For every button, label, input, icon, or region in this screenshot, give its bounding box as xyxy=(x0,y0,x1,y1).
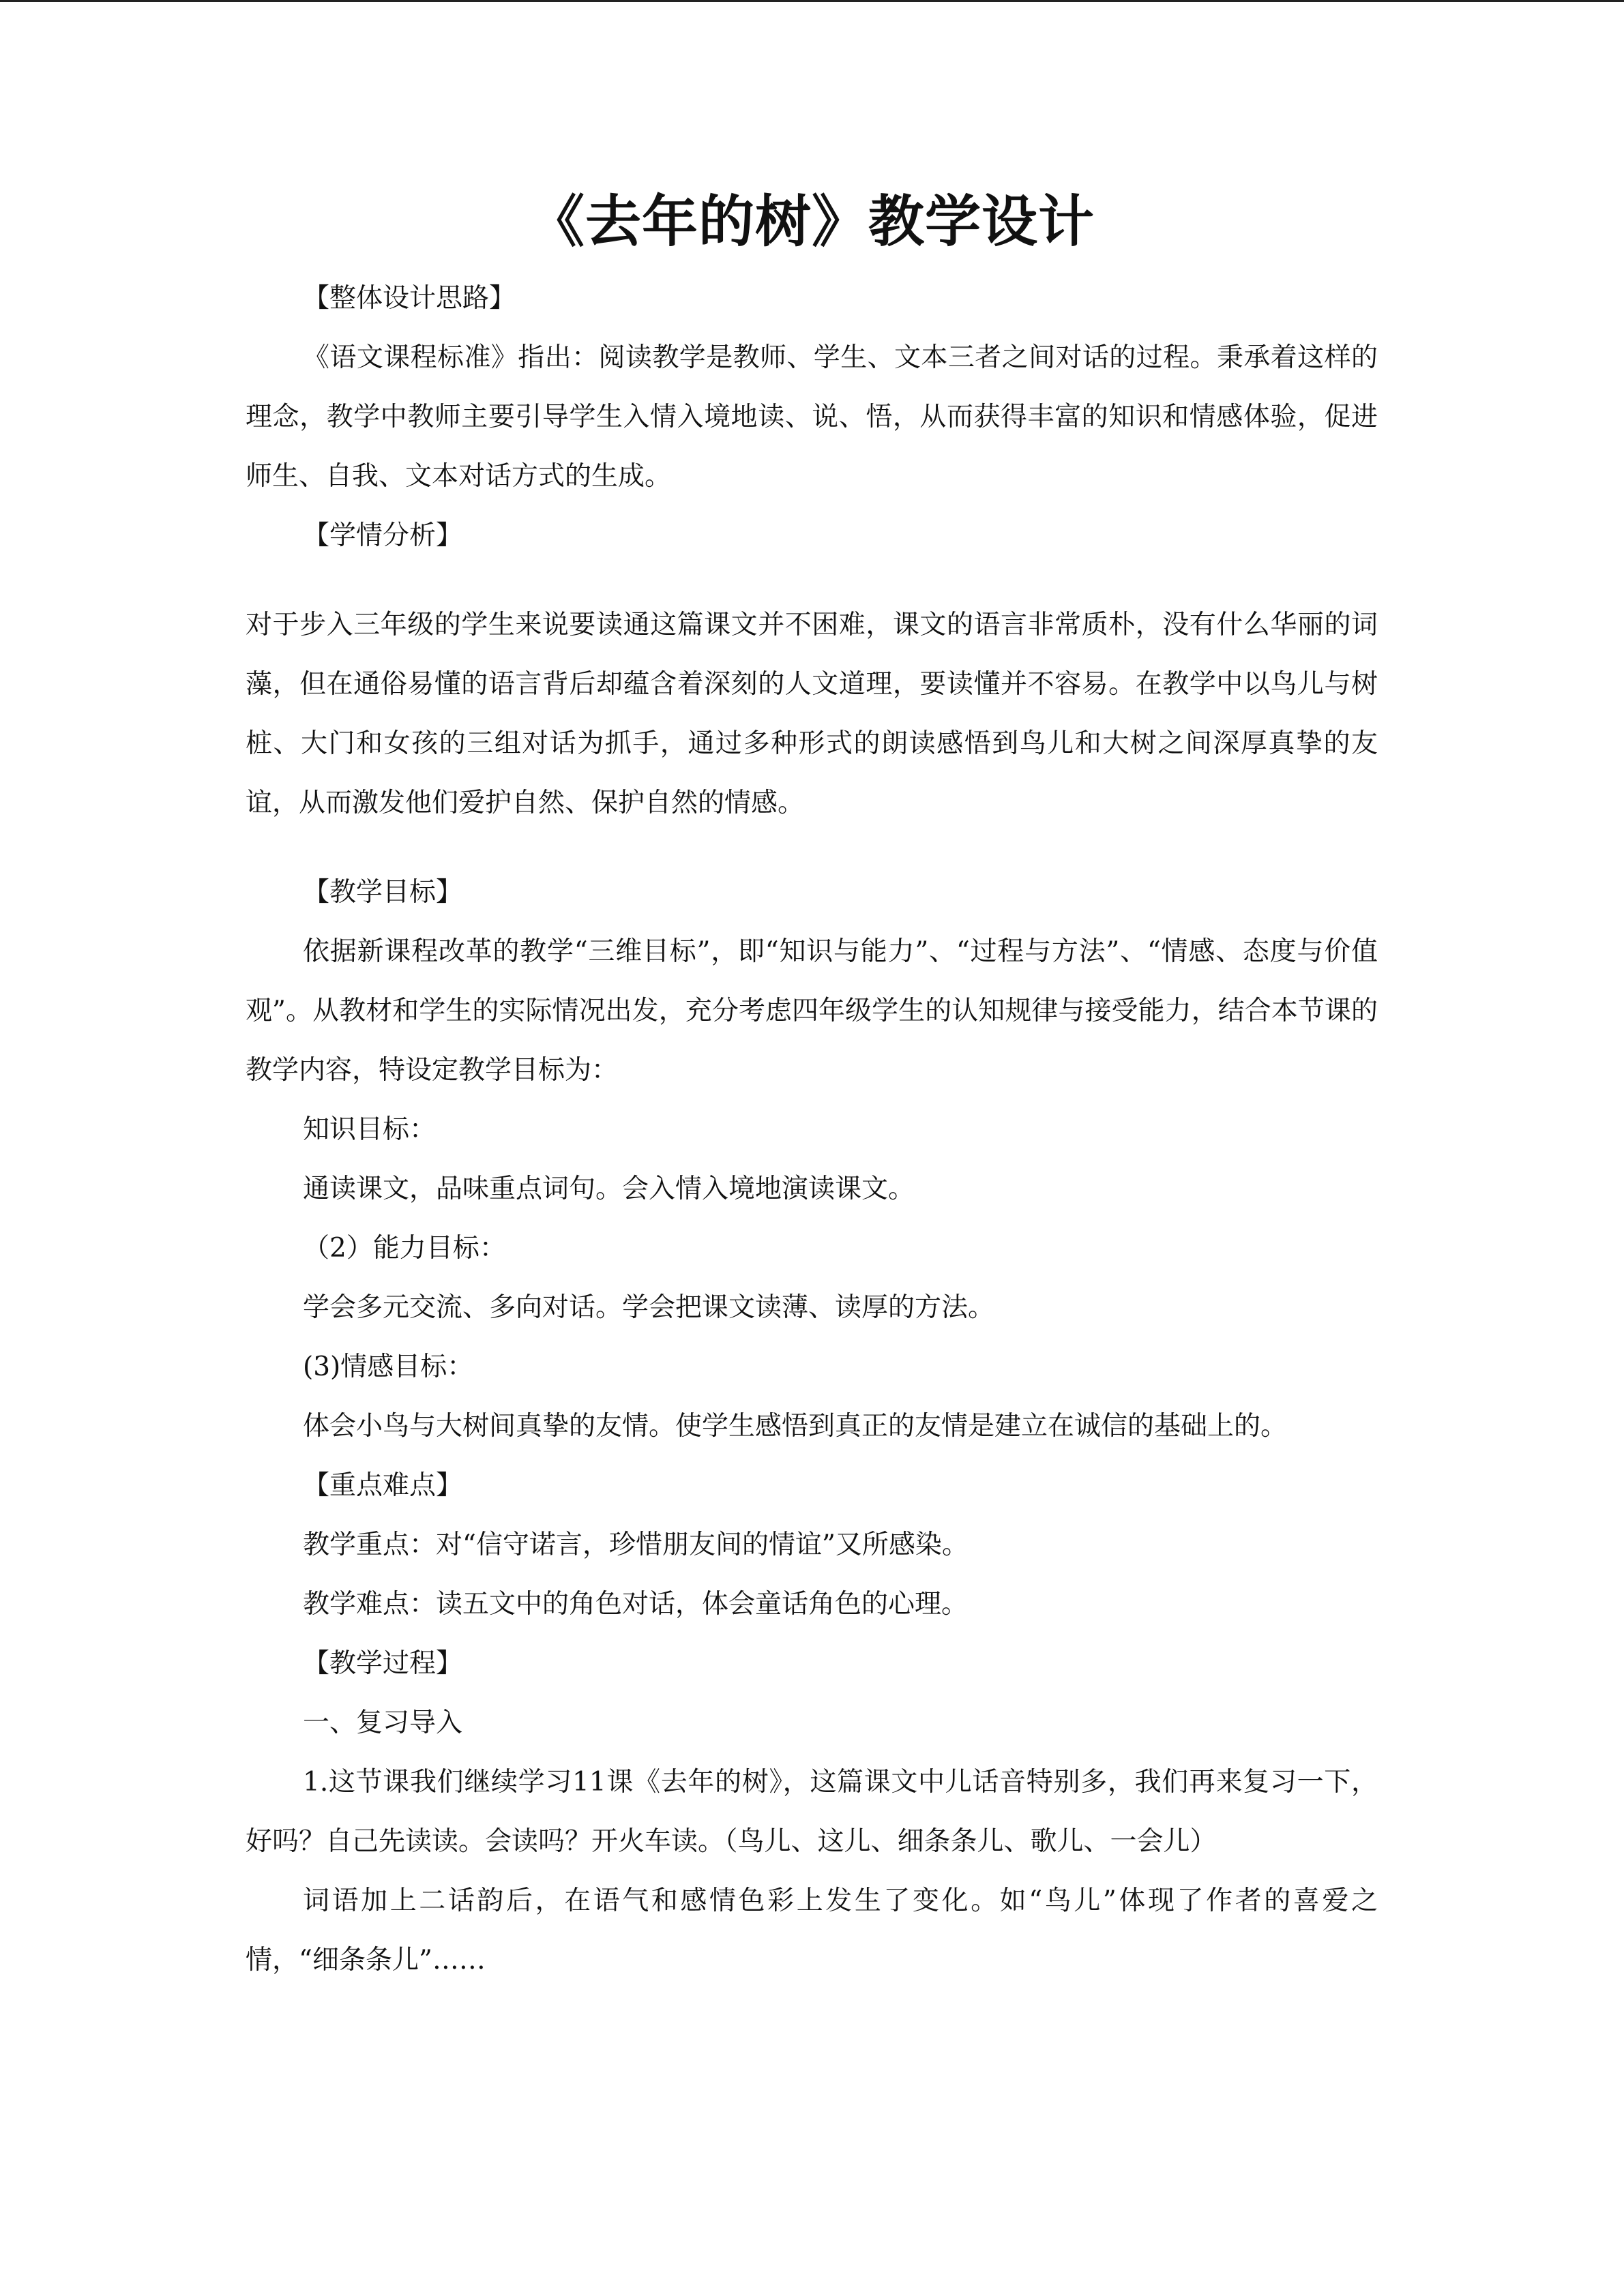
text-ability-goal: 学会多元交流、多向对话。学会把课文读薄、读厚的方法。 xyxy=(303,1292,995,1323)
text-teaching-difficulty: 教学难点：读五文中的角色对话，体会童话角色的心理。 xyxy=(303,1589,969,1620)
label-emotion-goal: (3)情感目标： xyxy=(303,1352,474,1382)
page-top-border xyxy=(0,0,1624,2)
blank-line xyxy=(246,833,1378,863)
paragraph-erhua-explanation: 词语加上二话韵后，在语气和感情色彩上发生了变化。如“鸟儿”体现了作者的喜爱之情，“细条条儿”…… xyxy=(246,1885,1378,1976)
text-knowledge-goal: 通读课文，品味重点词句。会入情入境地演读课文。 xyxy=(303,1174,915,1204)
label-knowledge-goal: 知识目标： xyxy=(303,1114,437,1145)
text-emotion-goal: 体会小鸟与大树间真挚的友情。使学生感悟到真正的友情是建立在诚信的基础上的。 xyxy=(303,1411,1288,1442)
document-page xyxy=(246,179,1378,1990)
section-review-intro: 一、复习导入 xyxy=(303,1708,463,1738)
paragraph-review-step-1: 1.这节课我们继续学习11课《去年的树》，这篇课文中儿话音特别多，我们再来复习一下，好吗？自己先读读。会读吗？开火车读。（鸟儿、这儿、细条条儿、歌儿、一会儿） xyxy=(246,1767,1378,1857)
heading-teaching-goals: 【教学目标】 xyxy=(303,877,463,908)
paragraph-teaching-goals: 依据新课程改革的教学“三维目标”，即“知识与能力”、“过程与方法”、“情感、态度与价值观”。从教材和学生的实际情况出发，充分考虑四年级学生的认知规律与接受能力，结合本节课的教学内容，特设定教学目标为： xyxy=(246,936,1378,1086)
paragraph-overall-design: 《语文课程标准》指出：阅读教学是教师、学生、文本三者之间对话的过程。秉承着这样的理念，教学中教师主要引导学生入情入境地读、说、悟，从而获得丰富的知识和情感体验，促进师生、自我、文本对话方式的生成。 xyxy=(246,342,1378,492)
heading-teaching-process: 【教学过程】 xyxy=(303,1648,463,1679)
heading-overall-design: 【整体设计思路】 xyxy=(303,283,516,314)
blank-line xyxy=(246,565,1378,595)
paragraph-student-analysis: 对于步入三年级的学生来说要读通这篇课文并不困难，课文的语言非常质朴，没有什么华丽的词藻，但在通俗易懂的语言背后却蕴含着深刻的人文道理，要读懂并不容易。在教学中以鸟儿与树桩、大门和女孩的三组对话为抓手，通过多种形式的朗读感悟到鸟儿和大树之间深厚真挚的友谊，从而激发他们爱护自然、保护自然的情感。 xyxy=(246,610,1378,818)
heading-student-analysis: 【学情分析】 xyxy=(303,520,463,551)
heading-key-points: 【重点难点】 xyxy=(303,1470,463,1501)
document-title: 《去年的树》教学设计 xyxy=(528,190,1095,254)
text-teaching-focus: 教学重点：对“信守诺言，珍惜朋友间的情谊”又所感染。 xyxy=(303,1530,969,1560)
label-ability-goal: （2）能力目标： xyxy=(303,1233,506,1264)
